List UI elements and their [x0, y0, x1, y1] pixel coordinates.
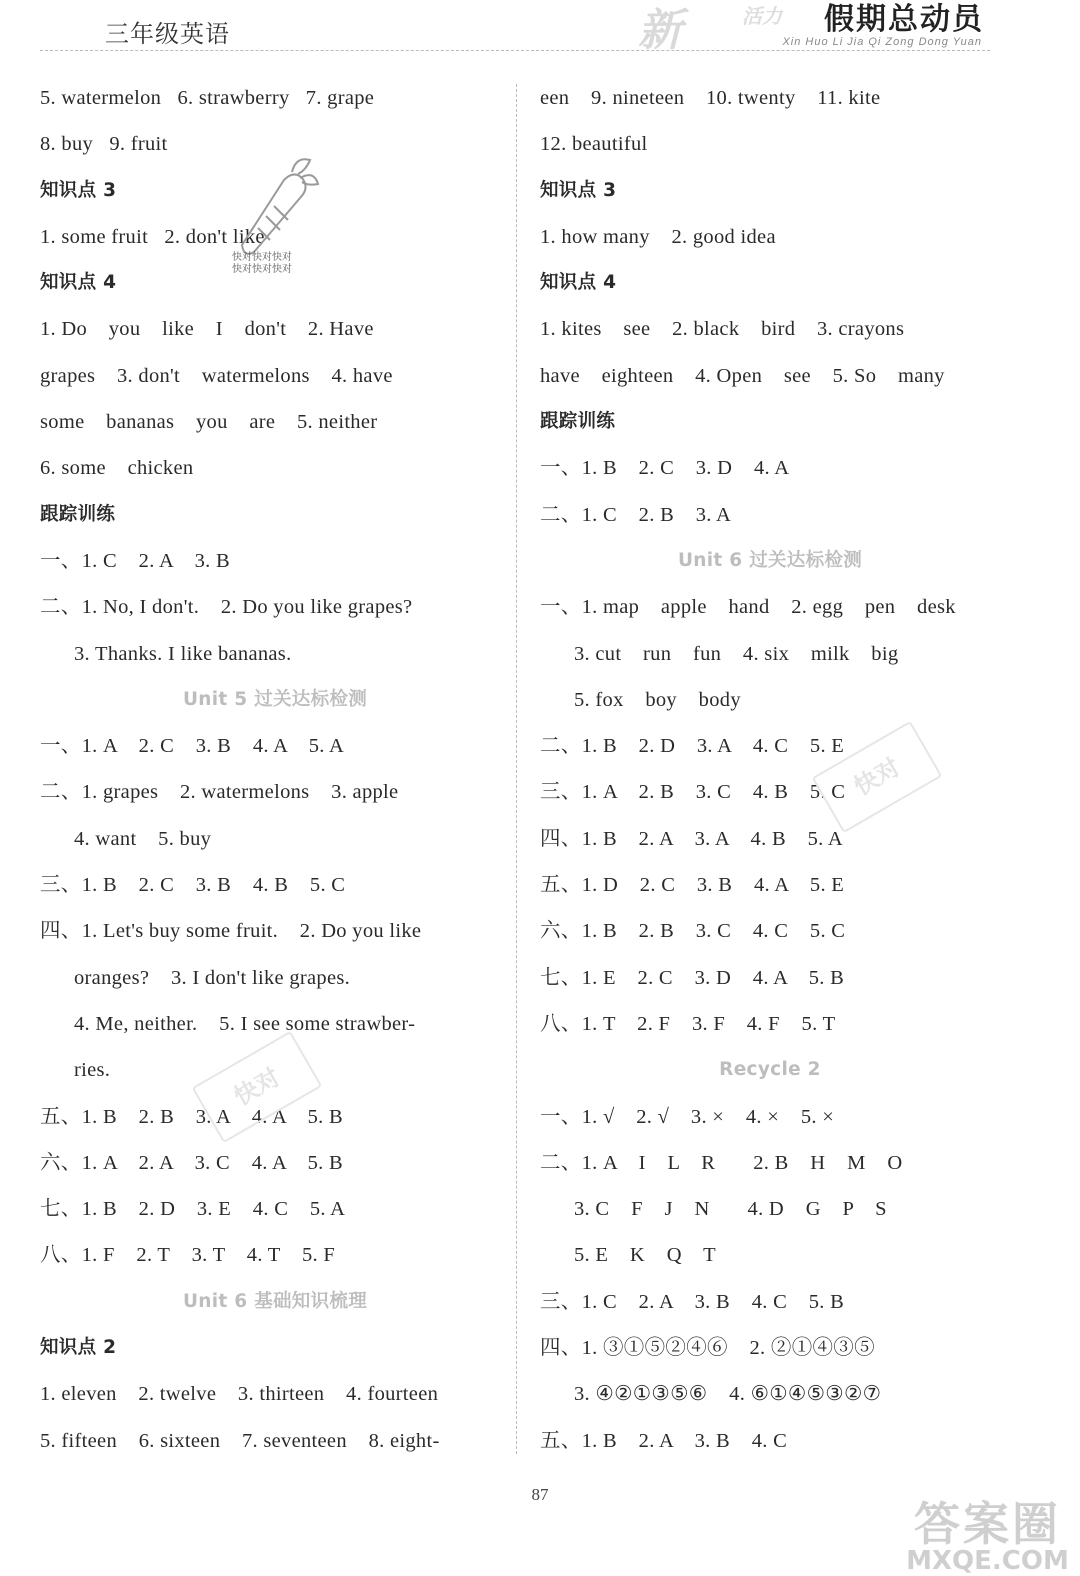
- watermark-stamp: 快对: [192, 1031, 323, 1143]
- page-number: 87: [531, 1485, 549, 1504]
- answer-line: 五、1. B 2. B 3. A 4. A 5. B: [40, 1105, 344, 1128]
- answer-line: have eighteen 4. Open see 5. So many: [540, 364, 945, 387]
- answer-line: 一、1. C 2. A 3. B: [40, 549, 230, 572]
- answer-line: 3. cut run fun 4. six milk big: [574, 642, 899, 665]
- answer-line: 二、1. No, I don't. 2. Do you like grapes?: [40, 596, 413, 619]
- answer-line: 3. C F J N 4. D G P S: [574, 1198, 887, 1221]
- answer-line: 一、1. √ 2. √ 3. × 4. × 5. ×: [540, 1105, 835, 1128]
- answer-line: 八、1. T 2. F 3. F 4. F 5. T: [540, 1012, 836, 1035]
- section-heading: 知识点 4: [40, 272, 117, 294]
- answer-line: 三、1. B 2. C 3. B 4. B 5. C: [40, 874, 346, 897]
- brand-logo-new: 新: [638, 5, 682, 56]
- answer-line: 六、1. A 2. A 3. C 4. A 5. B: [40, 1151, 344, 1174]
- header-rule: [40, 50, 990, 51]
- brand-logo-sub: 活力: [742, 4, 782, 28]
- unit-title: Unit 5 过关达标检测: [182, 688, 368, 710]
- answer-line: 1. Do you like I don't 2. Have: [40, 318, 374, 341]
- answer-line: 1. kites see 2. black bird 3. crayons: [540, 318, 905, 341]
- answer-line: 三、1. C 2. A 3. B 4. C 5. B: [540, 1290, 845, 1313]
- unit-title: Recycle 2: [719, 1059, 821, 1081]
- section-heading: 知识点 3: [540, 179, 617, 201]
- answer-line: 1. eleven 2. twelve 3. thirteen 4. fourteen: [40, 1383, 439, 1406]
- section-heading: 知识点 3: [40, 179, 117, 201]
- answer-line: 1. some fruit 2. don't like: [40, 225, 265, 248]
- site-watermark: 答案圈 MXQE.COM: [906, 1497, 1069, 1576]
- answer-line: 4. Me, neither. 5. I see some strawber-: [74, 1012, 416, 1035]
- answer-line: 3. ④②①③⑤⑥ 4. ⑥①④⑤③②⑦: [574, 1383, 882, 1406]
- answer-line: 1. how many 2. good idea: [540, 225, 776, 248]
- answer-line: 5. E K Q T: [574, 1244, 716, 1267]
- answer-line: een 9. nineteen 10. twenty 11. kite: [540, 87, 881, 109]
- section-heading: 跟踪训练: [40, 503, 116, 525]
- answer-line: 八、1. F 2. T 3. T 4. T 5. F: [40, 1244, 336, 1267]
- answer-line: 五、1. D 2. C 3. B 4. A 5. E: [540, 874, 845, 897]
- answer-line: 一、1. A 2. C 3. B 4. A 5. A: [40, 735, 345, 758]
- answer-line: 三、1. A 2. B 3. C 4. B 5. C: [540, 781, 846, 804]
- answer-line: 七、1. E 2. C 3. D 4. A 5. B: [540, 966, 845, 989]
- page-header: [0, 0, 1080, 60]
- column-divider: [516, 84, 517, 1454]
- section-heading: 跟踪训练: [540, 411, 616, 433]
- answer-line: ries.: [74, 1059, 111, 1082]
- answer-line: oranges? 3. I don't like grapes.: [74, 966, 351, 989]
- mascot-caption: 快对快对快对 快对快对快对: [232, 252, 292, 275]
- answer-line: 5. fifteen 6. sixteen 7. seventeen 8. eight-: [40, 1429, 440, 1452]
- answer-line: some bananas you are 5. neither: [40, 411, 378, 434]
- watermark-stamp: 快对: [812, 721, 943, 833]
- section-heading: 知识点 4: [540, 272, 617, 294]
- answer-line: 四、1. ③①⑤②④⑥ 2. ②①④③⑤: [540, 1337, 875, 1360]
- brand-title: 假期总动员: [824, 2, 984, 37]
- answer-line: 二、1. C 2. B 3. A: [540, 503, 732, 526]
- answer-line: 8. buy 9. fruit: [40, 133, 168, 156]
- answer-line: 5. fox boy body: [574, 688, 741, 711]
- answer-line: 二、1. B 2. D 3. A 4. C 5. E: [540, 735, 845, 758]
- unit-title: Unit 6 基础知识梳理: [182, 1290, 368, 1312]
- answer-line: 四、1. B 2. A 3. A 4. B 5. A: [540, 827, 844, 850]
- answer-line: 3. Thanks. I like bananas.: [74, 642, 292, 665]
- answer-line: 12. beautiful: [540, 133, 648, 156]
- answer-line: 一、1. map apple hand 2. egg pen desk: [540, 596, 956, 619]
- left-column: [40, 75, 510, 1464]
- answer-line: 四、1. Let's buy some fruit. 2. Do you like: [40, 920, 422, 943]
- brand-pinyin: Xin Huo Li Jia Qi Zong Dong Yuan: [782, 36, 982, 48]
- answer-line: 5. watermelon 6. strawberry 7. grape: [40, 87, 375, 109]
- answer-line: 一、1. B 2. C 3. D 4. A: [540, 457, 790, 480]
- answer-line: grapes 3. don't watermelons 4. have: [40, 364, 393, 387]
- answer-line: 二、1. A I L R 2. B H M O: [540, 1151, 903, 1174]
- answer-line: 二、1. grapes 2. watermelons 3. apple: [40, 781, 399, 804]
- unit-title: Unit 6 过关达标检测: [677, 549, 863, 571]
- grade-title: 三年级英语: [105, 22, 230, 48]
- section-heading: 知识点 2: [40, 1337, 117, 1359]
- answer-line: 4. want 5. buy: [74, 827, 212, 850]
- answer-line: 六、1. B 2. B 3. C 4. C 5. C: [540, 920, 846, 943]
- answer-line: 七、1. B 2. D 3. E 4. C 5. A: [40, 1198, 346, 1221]
- answer-line: 五、1. B 2. A 3. B 4. C: [540, 1429, 788, 1452]
- answer-line: 6. some chicken: [40, 457, 194, 480]
